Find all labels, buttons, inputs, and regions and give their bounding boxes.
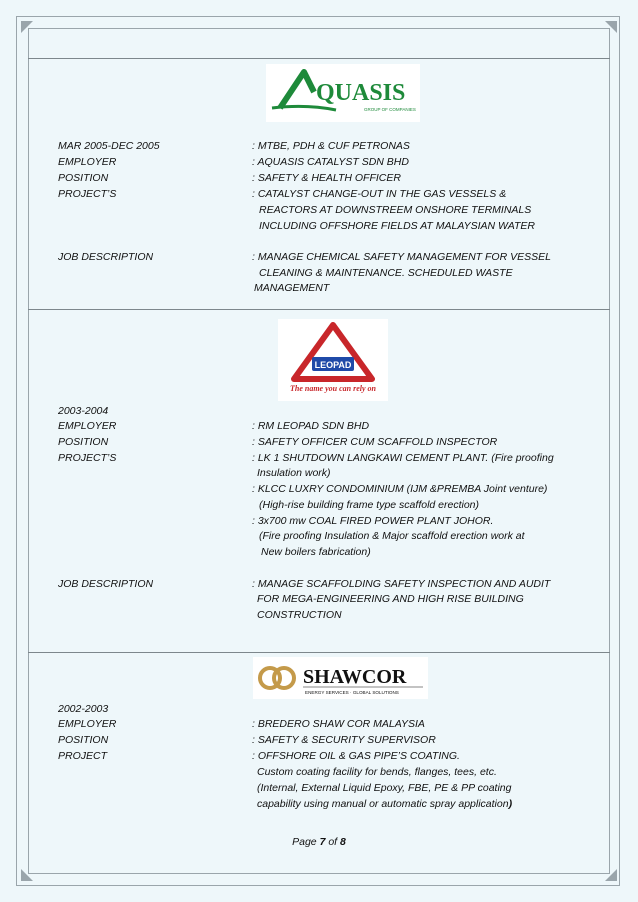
- job1-period: MAR 2005-DEC 2005: [58, 140, 160, 152]
- job2-jobdesc-label: JOB DESCRIPTION: [58, 578, 154, 590]
- aquasis-logo-subtext: GROUP OF COMPANIES: [364, 107, 416, 112]
- job1-period-value: : MTBE, PDH & CUF PETRONAS: [252, 140, 410, 152]
- aquasis-logo: [266, 64, 420, 122]
- job2-project-line: (Fire proofing Insulation & Major scaffold erection work at: [259, 530, 525, 542]
- page-total: 8: [340, 836, 346, 848]
- shawcor-logo-subtext: ENERGY SERVICES · GLOBAL SOLUTIONS: [305, 690, 399, 695]
- page-number: 7: [319, 836, 326, 848]
- leopad-logo-text: LEOPAD: [314, 360, 352, 370]
- job3-project-label: PROJECT: [58, 750, 108, 762]
- job1-position-label: POSITION: [58, 172, 109, 184]
- job3-position: : SAFETY & SECURITY SUPERVISOR: [252, 734, 436, 746]
- corner-ornament-top-right: [604, 20, 618, 34]
- job2-employer-label: EMPLOYER: [58, 420, 117, 432]
- shawcor-logo-text: SHAWCOR: [303, 666, 407, 688]
- job3-employer-label: EMPLOYER: [58, 718, 117, 730]
- corner-ornament-top-left: [20, 20, 34, 34]
- job2-project-line: New boilers fabrication): [261, 546, 371, 558]
- section-divider: [28, 652, 610, 653]
- job2-jobdesc-line: FOR MEGA-ENGINEERING AND HIGH RISE BUILDING: [257, 593, 524, 605]
- job2-position: : SAFETY OFFICER CUM SCAFFOLD INSPECTOR: [252, 436, 498, 448]
- leopad-tagline: The name you can rely on: [290, 384, 376, 393]
- job3-project-text: capability using manual or automatic spray application: [257, 798, 509, 810]
- job2-project-line: : 3x700 mw COAL FIRED POWER PLANT JOHOR.: [252, 515, 494, 527]
- job1-position: : SAFETY & HEALTH OFFICER: [252, 172, 401, 184]
- job2-projects-label: PROJECT’S: [58, 452, 117, 464]
- job2-project-line: : KLCC LUXRY CONDOMINIUM (IJM &PREMBA Joint venture): [252, 483, 548, 495]
- job2-period: 2003-2004: [58, 405, 109, 417]
- job2-position-label: POSITION: [58, 436, 109, 448]
- job2-jobdesc-line: CONSTRUCTION: [257, 609, 342, 621]
- job3-period: 2002-2003: [58, 703, 109, 715]
- aquasis-logo-text: QUASIS: [316, 80, 406, 106]
- leopad-logo: [278, 319, 388, 401]
- job1-jobdesc-line: CLEANING & MAINTENANCE. SCHEDULED WASTE: [259, 267, 513, 279]
- job1-employer-label: EMPLOYER: [58, 156, 117, 168]
- page-of: of: [328, 836, 338, 848]
- page-border-inner: [28, 28, 610, 874]
- shawcor-logo: [253, 657, 428, 699]
- job2-project-line: (High-rise building frame type scaffold erection): [259, 499, 480, 511]
- job3-project-line: Custom coating facility for bends, flanges, tees, etc.: [257, 766, 497, 778]
- job3-project-line: : OFFSHORE OIL & GAS PIPE’S COATING.: [252, 750, 460, 762]
- job2-project-line: Insulation work): [257, 467, 331, 479]
- corner-ornament-bottom-left: [20, 868, 34, 882]
- job2-employer: : RM LEOPAD SDN BHD: [252, 420, 370, 432]
- job2-jobdesc-line: : MANAGE SCAFFOLDING SAFETY INSPECTION AND AUDIT: [252, 578, 551, 590]
- section-divider: [28, 58, 610, 59]
- section-divider: [28, 309, 610, 310]
- job1-jobdesc-line: MANAGEMENT: [254, 282, 330, 294]
- job3-employer: : BREDERO SHAW COR MALAYSIA: [252, 718, 425, 730]
- job1-project-line: INCLUDING OFFSHORE FIELDS AT MALAYSIAN WATER: [259, 220, 535, 232]
- job1-projects-label: PROJECT’S: [58, 188, 117, 200]
- job1-employer: : AQUASIS CATALYST SDN BHD: [252, 156, 409, 168]
- page-footer: [0, 836, 638, 848]
- corner-ornament-bottom-right: [604, 868, 618, 882]
- job3-project-close: ): [508, 798, 513, 810]
- job3-position-label: POSITION: [58, 734, 109, 746]
- job3-project-line: [257, 798, 512, 811]
- job1-jobdesc-line: : MANAGE CHEMICAL SAFETY MANAGEMENT FOR VESSEL: [252, 251, 551, 263]
- job1-jobdesc-label: JOB DESCRIPTION: [58, 251, 154, 263]
- job2-project-line: : LK 1 SHUTDOWN LANGKAWI CEMENT PLANT. (Fire proofing: [252, 452, 554, 464]
- job3-project-line: (Internal, External Liquid Epoxy, FBE, PE & PP coating: [257, 782, 512, 794]
- page-label: Page: [292, 836, 317, 848]
- job1-project-line: : CATALYST CHANGE-OUT IN THE GAS VESSELS &: [252, 188, 507, 200]
- job1-project-line: REACTORS AT DOWNSTREEM ONSHORE TERMINALS: [259, 204, 532, 216]
